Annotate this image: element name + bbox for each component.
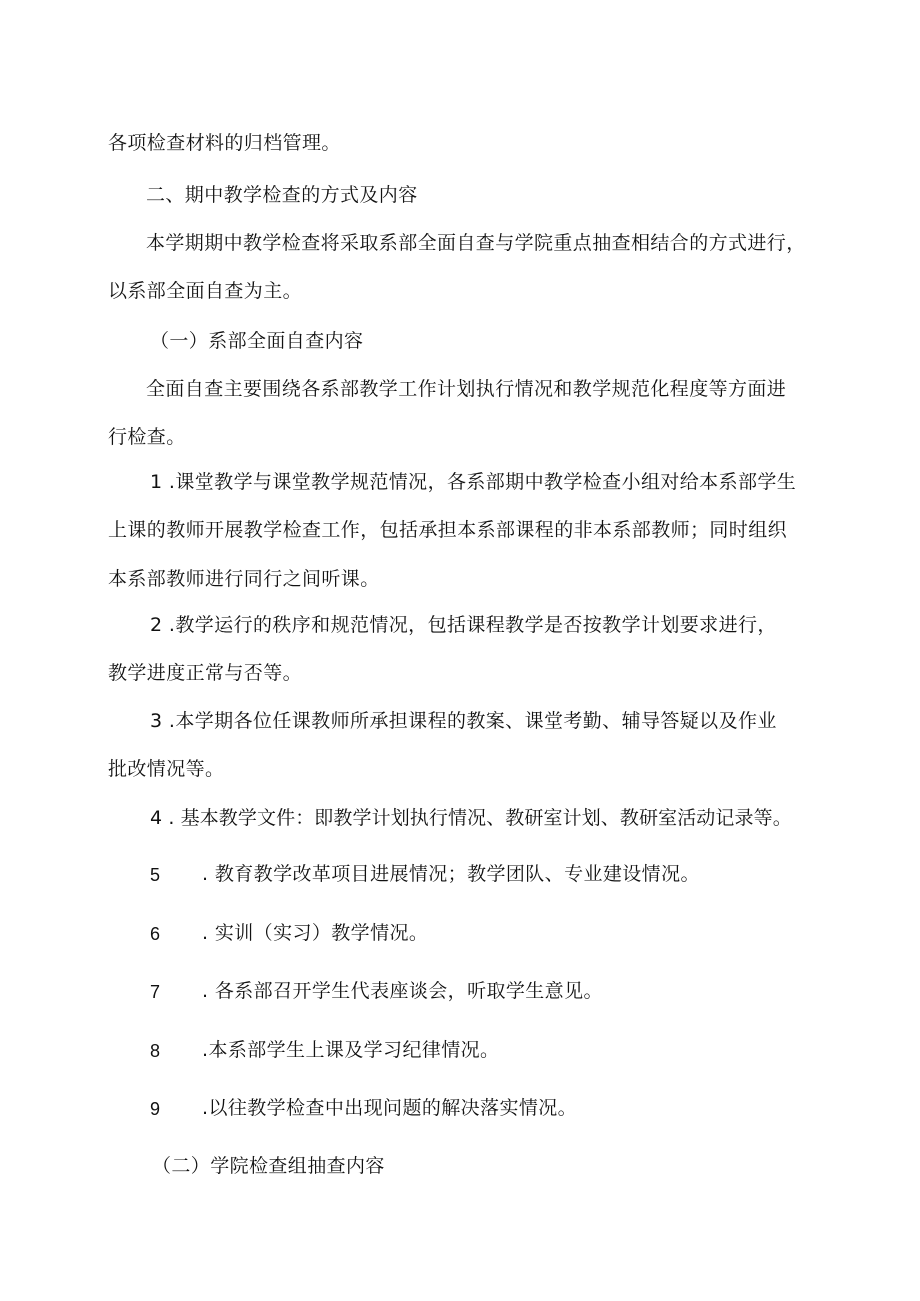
subsection-heading: （二）学院检查组抽查内容 — [152, 1155, 385, 1177]
paragraph-line: 本系部教师进行同行之间听课。 — [108, 568, 380, 590]
paragraph-line: 批改情况等。 — [108, 758, 225, 780]
list-item: .本系部学生上课及学习纪律情况。 — [202, 1039, 500, 1061]
list-item: 1 .课堂教学与课堂教学规范情况，各系部期中教学检查小组对给本系部学生 — [150, 471, 797, 493]
section-heading: 二、期中教学检查的方式及内容 — [146, 184, 418, 206]
paragraph-line: 教学进度正常与否等。 — [108, 662, 303, 684]
subsection-heading: （一）系部全面自查内容 — [150, 330, 364, 352]
list-item-number: 5 — [150, 865, 161, 885]
list-item-number: 7 — [150, 982, 161, 1002]
list-item: . 各系部召开学生代表座谈会，听取学生意见。 — [202, 980, 603, 1002]
list-item: 3 .本学期各位任课教师所承担课程的教案、课堂考勤、辅导答疑以及作业 — [150, 710, 777, 732]
paragraph-line: 上课的教师开展教学检查工作，包括承担本系部课程的非本系部教师；同时组织 — [108, 519, 788, 541]
paragraph-line: 本学期期中教学检查将采取系部全面自查与学院重点抽查相结合的方式进行， — [146, 232, 806, 254]
list-item-number: 8 — [150, 1041, 161, 1061]
paragraph-line: 行检查。 — [108, 426, 186, 448]
paragraph-line: 全面自查主要围绕各系部教学工作计划执行情况和教学规范化程度等方面进 — [146, 378, 787, 400]
list-item: . 教育教学改革项目进展情况；教学团队、专业建设情况。 — [202, 863, 700, 885]
paragraph-line: 各项检查材料的归档管理。 — [108, 132, 341, 154]
list-item-number: 6 — [150, 924, 161, 944]
list-item: . 实训（实习）教学情况。 — [202, 922, 429, 944]
list-item: 4 . 基本教学文件：即教学计划执行情况、教研室计划、教研室活动记录等。 — [150, 807, 792, 829]
list-item-number: 9 — [150, 1099, 161, 1119]
list-item: 2 .教学运行的秩序和规范情况，包括课程教学是否按教学计划要求进行， — [150, 614, 777, 636]
list-item: .以往教学检查中出现问题的解决落实情况。 — [202, 1097, 578, 1119]
paragraph-line: 以系部全面自查为主。 — [108, 280, 303, 302]
